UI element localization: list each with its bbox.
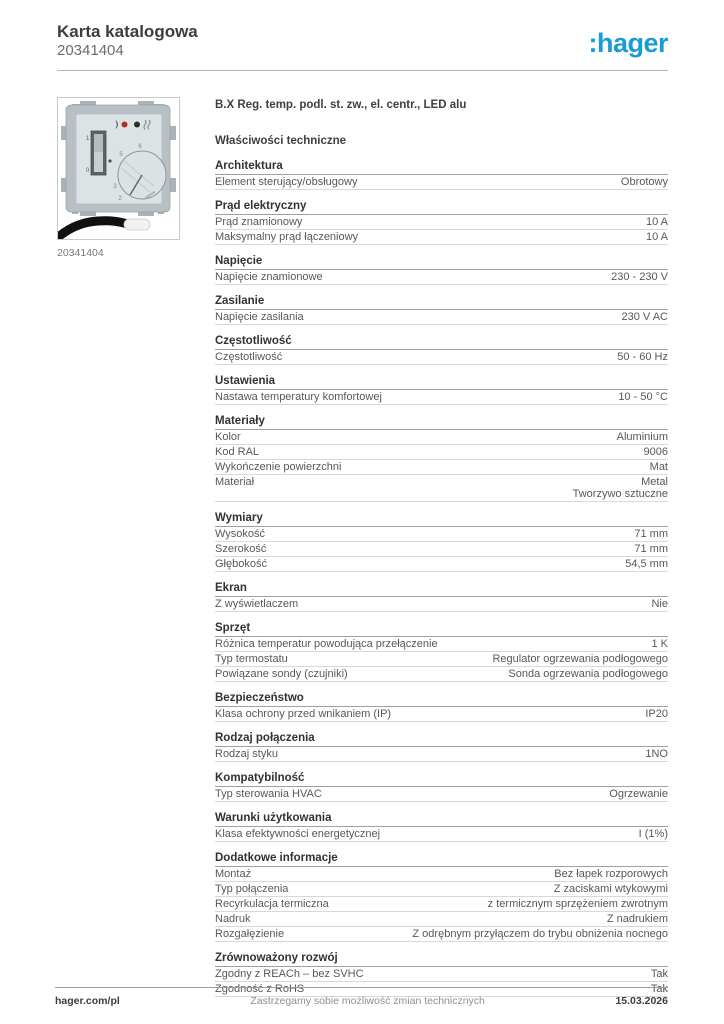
footer-disclaimer: Zastrzegamy sobie możliwość zmian technicznych bbox=[250, 995, 485, 1007]
spec-section bbox=[215, 375, 668, 405]
spec-row-label: Kolor bbox=[215, 431, 241, 443]
spec-section bbox=[215, 692, 668, 722]
spec-section-title: Rodzaj połączenia bbox=[215, 732, 668, 747]
spec-row bbox=[215, 927, 668, 942]
spec-section-title: Zrównoważony rozwój bbox=[215, 952, 668, 967]
page-footer bbox=[55, 987, 668, 1007]
spec-row bbox=[215, 882, 668, 897]
page-title: Karta katalogowa bbox=[57, 22, 198, 41]
spec-row bbox=[215, 230, 668, 245]
spec-row-value: Metal Tworzywo sztuczne bbox=[572, 476, 668, 500]
hager-logo: :hager bbox=[588, 28, 668, 58]
reference-number: 20341404 bbox=[57, 42, 124, 59]
spec-section-title: Materiały bbox=[215, 415, 668, 430]
spec-row bbox=[215, 557, 668, 572]
spec-section bbox=[215, 200, 668, 245]
spec-row-label: Z wyświetlaczem bbox=[215, 598, 299, 610]
spec-section-title: Kompatybilność bbox=[215, 772, 668, 787]
spec-section bbox=[215, 582, 668, 612]
spec-section-title: Ustawienia bbox=[215, 375, 668, 390]
spec-section-title: Warunki użytkowania bbox=[215, 812, 668, 827]
spec-row-value: 9006 bbox=[643, 446, 668, 458]
spec-row-value: Z odrębnym przyłączem do trybu obniżenia nocnego bbox=[412, 928, 668, 940]
document-header bbox=[57, 0, 668, 60]
spec-row-label: Recyrkulacja termiczna bbox=[215, 898, 329, 910]
svg-text:·: · bbox=[140, 202, 142, 208]
spec-row-value: 71 mm bbox=[634, 543, 668, 555]
svg-text:6: 6 bbox=[138, 144, 142, 150]
spec-row bbox=[215, 637, 668, 652]
spec-row-value: Regulator ogrzewania podłogowego bbox=[492, 653, 668, 665]
spec-row bbox=[215, 827, 668, 842]
switch-label-1: 1 bbox=[86, 136, 90, 142]
svg-text:3: 3 bbox=[113, 184, 117, 190]
spec-row-label: Typ połączenia bbox=[215, 883, 289, 895]
spec-row-label: Montaż bbox=[215, 868, 252, 880]
image-caption: 20341404 bbox=[57, 247, 104, 259]
spec-section-title: Dodatkowe informacje bbox=[215, 852, 668, 867]
dark-led-icon bbox=[134, 122, 140, 128]
spec-row-label: Powiązane sondy (czujniki) bbox=[215, 668, 348, 680]
spec-row-label: Wysokość bbox=[215, 528, 266, 540]
spec-row bbox=[215, 175, 668, 190]
spec-row-value: z termicznym sprzężeniem zwrotnym bbox=[487, 898, 668, 910]
spec-row-label: Napięcie znamionowe bbox=[215, 271, 323, 283]
spec-row-label: Materiał bbox=[215, 476, 255, 488]
spec-row-label: Szerokość bbox=[215, 543, 267, 555]
spec-row-label: Nastawa temperatury komfortowej bbox=[215, 391, 382, 403]
spec-row bbox=[215, 897, 668, 912]
spec-section-title: Napięcie bbox=[215, 255, 668, 270]
spec-section bbox=[215, 415, 668, 502]
spec-row-value: 1 K bbox=[651, 638, 668, 650]
spec-row bbox=[215, 475, 668, 502]
spec-section bbox=[215, 295, 668, 325]
spec-row bbox=[215, 350, 668, 365]
switch-label-0: 0 bbox=[86, 168, 90, 174]
datasheet-page bbox=[57, 0, 668, 997]
product-image bbox=[57, 97, 180, 240]
spec-row-label: Częstotliwość bbox=[215, 351, 283, 363]
spec-section-title: Prąd elektryczny bbox=[215, 200, 668, 215]
spec-row-label: Różnica temperatur powodująca przełączenie bbox=[215, 638, 438, 650]
spec-row bbox=[215, 445, 668, 460]
main-content bbox=[57, 97, 668, 997]
svg-text:2: 2 bbox=[118, 196, 122, 202]
product-title: B.X Reg. temp. podl. st. zw., el. centr., LED alu bbox=[215, 99, 467, 111]
spec-row bbox=[215, 270, 668, 285]
spec-row bbox=[215, 460, 668, 475]
specs-heading: Właściwości techniczne bbox=[215, 135, 347, 147]
spec-row-value: Bez łapek rozporowych bbox=[554, 868, 668, 880]
spec-row bbox=[215, 912, 668, 927]
spec-row-label: Kod RAL bbox=[215, 446, 260, 458]
spec-row-value: 230 V AC bbox=[621, 311, 668, 323]
spec-row-value: Z nadrukiem bbox=[606, 913, 668, 925]
spec-row bbox=[215, 527, 668, 542]
sensor-tip bbox=[124, 219, 150, 230]
spec-section-title: Bezpieczeństwo bbox=[215, 692, 668, 707]
spec-row-value: 230 - 230 V bbox=[611, 271, 668, 283]
spec-row-value: Z zaciskami wtykowymi bbox=[553, 883, 668, 895]
spec-row-label: Nadruk bbox=[215, 913, 251, 925]
spec-row-value: Tak bbox=[650, 968, 668, 980]
spec-row-value: 1NO bbox=[645, 748, 668, 760]
spec-section-title: Ekran bbox=[215, 582, 668, 597]
spec-row-label: Typ termostatu bbox=[215, 653, 288, 665]
spec-row-label: Napięcie zasilania bbox=[215, 311, 304, 323]
spec-section-title: Częstotliwość bbox=[215, 335, 668, 350]
thermostat-illustration bbox=[58, 98, 179, 239]
spec-row-label: Prąd znamionowy bbox=[215, 216, 303, 228]
spec-row-value: 10 A bbox=[645, 216, 668, 228]
spec-row-label: Głębokość bbox=[215, 558, 267, 570]
spec-row-label: Zgodny z REACh – bez SVHC bbox=[215, 968, 364, 980]
spec-row-label: Klasa ochrony przed wnikaniem (IP) bbox=[215, 708, 392, 720]
spec-section bbox=[215, 622, 668, 682]
spec-row bbox=[215, 787, 668, 802]
spec-row-value: Obrotowy bbox=[620, 176, 668, 188]
spec-section bbox=[215, 512, 668, 572]
spec-section bbox=[215, 255, 668, 285]
spec-row-label: Zgodność z RoHS bbox=[215, 983, 305, 995]
spec-row-value: 54,5 mm bbox=[625, 558, 668, 570]
header-divider bbox=[57, 70, 668, 71]
spec-section bbox=[215, 772, 668, 802]
header-titles bbox=[57, 22, 198, 60]
spec-row bbox=[215, 867, 668, 882]
spec-row-label: Wykończenie powierzchni bbox=[215, 461, 342, 473]
spec-row bbox=[215, 215, 668, 230]
spec-row bbox=[215, 652, 668, 667]
spec-row-label: Rozgałęzienie bbox=[215, 928, 285, 940]
spec-row-value: Mat bbox=[649, 461, 668, 473]
spec-row bbox=[215, 542, 668, 557]
spec-row-label: Klasa efektywności energetycznej bbox=[215, 828, 381, 840]
spec-section bbox=[215, 732, 668, 762]
footer-website-link[interactable]: hager.com/pl bbox=[55, 995, 120, 1007]
specs-column bbox=[215, 97, 668, 997]
footer-date: 15.03.2026 bbox=[615, 995, 668, 1007]
spec-row-value: 10 - 50 °C bbox=[618, 391, 668, 403]
spec-row bbox=[215, 430, 668, 445]
spec-row bbox=[215, 310, 668, 325]
spec-row-label: Element sterujący/obsługowy bbox=[215, 176, 358, 188]
spec-row-value: 71 mm bbox=[634, 528, 668, 540]
spec-row bbox=[215, 667, 668, 682]
spec-section bbox=[215, 812, 668, 842]
spec-row-value: Nie bbox=[651, 598, 668, 610]
spec-row-value: Ogrzewanie bbox=[609, 788, 668, 800]
spec-row-label: Typ sterowania HVAC bbox=[215, 788, 322, 800]
spec-row-value: I (1%) bbox=[638, 828, 668, 840]
spec-section bbox=[215, 335, 668, 365]
spec-row-value: IP20 bbox=[645, 708, 668, 720]
spec-row-value: 50 - 60 Hz bbox=[617, 351, 668, 363]
spec-section bbox=[215, 160, 668, 190]
product-column bbox=[57, 97, 180, 997]
spec-row-label: Rodzaj styku bbox=[215, 748, 278, 760]
spec-row bbox=[215, 747, 668, 762]
spec-section-title: Architektura bbox=[215, 160, 668, 175]
spec-row bbox=[215, 597, 668, 612]
spec-row bbox=[215, 707, 668, 722]
spec-row bbox=[215, 390, 668, 405]
spec-row-value: Tak bbox=[650, 983, 668, 995]
spec-section-title: Sprzęt bbox=[215, 622, 668, 637]
spec-section-title: Zasilanie bbox=[215, 295, 668, 310]
spec-section bbox=[215, 852, 668, 942]
spec-row-value: Aluminium bbox=[616, 431, 668, 443]
spec-section-title: Wymiary bbox=[215, 512, 668, 527]
svg-text:5: 5 bbox=[119, 152, 123, 158]
spec-row-value: 10 A bbox=[645, 231, 668, 243]
red-led-icon bbox=[122, 122, 128, 128]
spec-sections bbox=[215, 160, 668, 997]
spec-row bbox=[215, 967, 668, 982]
sensor-cable bbox=[58, 219, 150, 239]
spec-row-label: Maksymalny prąd łączeniowy bbox=[215, 231, 359, 243]
spec-row-value: Sonda ogrzewania podłogowego bbox=[508, 668, 668, 680]
